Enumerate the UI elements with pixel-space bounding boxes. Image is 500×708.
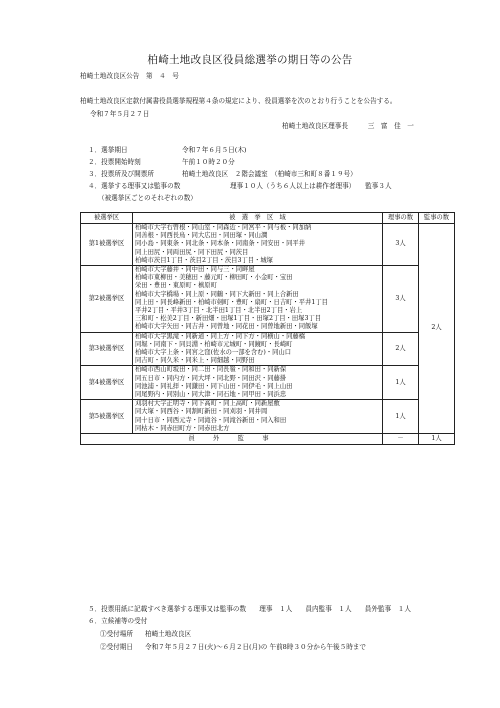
notice-title: 柏崎土地改良区役員総選挙の期日等の公告 <box>147 54 353 66</box>
auditors-count: 2人 <box>419 224 455 434</box>
area-line: 栄田・豊田・東原町・槙原町 <box>135 282 217 290</box>
table-header-row <box>81 213 455 224</box>
item-4-label: ４．選挙する理事又は監事の数 <box>88 182 181 190</box>
area-line: 同大塚・同西谷・同割町新田・同刈羽・同井岡 <box>135 408 268 416</box>
area-line: 柏崎市大字藤井・同中田・同与三・同畔屋 <box>135 266 255 274</box>
item-2-label: ２．投票開始時刻 <box>88 158 141 166</box>
area-line: 同十日市・同西元寺・同滝谷・同滝谷新田・同入和田 <box>135 416 287 424</box>
item-2-value: 午前１０時２０分 <box>182 158 235 166</box>
area-line: 同上田・同長峰新田・柏崎市剣町・豊町・扇町・日吉町・平井1丁目 <box>135 298 328 306</box>
gaikan-label: 員 外 監 事 <box>81 434 383 445</box>
directors-count: 1人 <box>383 366 419 400</box>
item-1-label: １．選挙期日 <box>88 146 128 154</box>
area-line: 同小島・同東条・同北条・同本条・同南条・同安田・同平井 <box>135 240 306 248</box>
item-6-place-label: ①受付場所 <box>100 630 133 638</box>
item-6: ６．立候補等の受付 <box>88 617 148 625</box>
area-line: 同吉町・同久米・同米上・同細越・同野田 <box>135 357 255 365</box>
area-line: 平井2丁目・平井3丁目・北半田1丁目・北半田2丁目・岩上 <box>135 307 303 315</box>
item-6-period-label: ②受付期日 <box>100 643 133 651</box>
district-areas <box>133 366 383 400</box>
header-directors: 理事の数 <box>383 213 419 224</box>
table-row <box>81 332 455 366</box>
area-line: 柏崎市大字黒滝・同新道・同上方・同下方・同横山・同藤橋 <box>135 332 306 340</box>
area-line: 柏崎市西山町坂田・同二田・同長嶺・同和田・同新保 <box>135 366 287 374</box>
header-auditors: 監事の数 <box>419 213 455 224</box>
directors-count: 3人 <box>383 266 419 333</box>
district-name: 第2被選挙区 <box>81 266 133 333</box>
directors-count: 3人 <box>383 224 419 266</box>
item-5: ５．投票用紙に記載すべき選挙する理事又は監事の数 理事 １人 員内監事 １人 員外監事 １人 <box>88 605 411 613</box>
district-areas <box>133 400 383 434</box>
area-line: 柏崎市茨目1丁目・茨目2丁目・茨目3丁目・城塚 <box>135 256 273 264</box>
table-row-gaikan <box>81 434 455 445</box>
district-areas <box>133 224 383 266</box>
item-1-value: 令和７年６月５日(木) <box>182 146 247 154</box>
area-line: 柏崎市大字上条・同宮之窪(佐水の一部を含む)・同山口 <box>135 349 292 357</box>
area-line: 刈羽村大字正明寺・同下高町・同上高町・同新屋敷 <box>135 400 280 408</box>
item-6-place: 柏崎土地改良区 <box>145 630 192 638</box>
header-area: 被 選 挙 区 域 <box>133 213 383 224</box>
area-line: 同枯木・同赤田町方・同赤田北方 <box>135 424 230 432</box>
district-name: 第1被選挙区 <box>81 224 133 266</box>
intro-text: 柏崎土地改良区定款付属書役員選挙規程第４条の規定により、役員選挙を次のとおり行うことを公告する。 <box>80 97 397 105</box>
item-3-label: ３．投票所及び開票所 <box>88 170 154 178</box>
area-line: 同池浦・同礼拝・同鎌田・同下山田・同伊毛・同上山田 <box>135 382 293 390</box>
table-row <box>81 400 455 434</box>
table-row <box>81 266 455 333</box>
header-district: 被選挙区 <box>81 213 133 224</box>
district-name: 第5被選挙区 <box>81 400 133 434</box>
signer: 柏崎土地改良区理事長 三 富 佳 一 <box>282 122 414 130</box>
area-line: 同五日市・同内方・同大坪・同北野・同田沢・同藤掛 <box>135 374 287 382</box>
area-line: 柏崎市大字橋場・同上原・同鶴・同下大新田・同上合新田 <box>135 290 299 298</box>
area-line: 柏崎市東柳田・美穂田・藤元町・柳田町・小金町・宝田 <box>135 274 293 282</box>
district-name: 第3被選挙区 <box>81 332 133 366</box>
area-line: 同尾野内・同別山・同大津・同石地・同甲田・同浜忠 <box>135 391 287 399</box>
table-row <box>81 366 455 400</box>
area-line: 柏崎市大字矢田・同吉井・同曽地・同花田・同曽地新田・同飯塚 <box>135 323 318 331</box>
table-row <box>81 224 455 266</box>
table-caption: （被選挙区ごとのそれぞれの数） <box>98 194 197 202</box>
district-table <box>80 212 455 445</box>
gaikan-auditors: 1人 <box>419 434 455 445</box>
area-line: 三和町・松美2丁目・新田畑・田塚1丁目・田塚2丁目・田塚3丁目 <box>135 315 322 323</box>
area-line: 同善根・同西長鳥・同大広田・同田塚・同山澗 <box>135 232 268 240</box>
directors-count: 2人 <box>383 332 419 366</box>
area-line: 同上田尻・同両田尻・同下田尻・同茨目 <box>135 248 249 256</box>
item-3-value: 柏崎土地改良区 ２階会議室 （柏崎市三和町８番１９号） <box>182 170 357 178</box>
gaikan-directors: － <box>383 434 419 445</box>
item-4-value: 理事１０人（うち６人以上は耕作者理事） 監事３人 <box>230 182 392 190</box>
district-name: 第4被選挙区 <box>81 366 133 400</box>
area-line: 同堀・同南下・同貝淵・柏崎市元城町・同鏡町・長崎町 <box>135 340 293 348</box>
area-line: 柏崎市大字右曽根・同山室・同森近・同宮平・同与板・同加納 <box>135 224 312 231</box>
notice-number: 柏崎土地改良区公告 第 ４ 号 <box>80 72 179 80</box>
district-areas <box>133 332 383 366</box>
district-areas <box>133 266 383 333</box>
directors-count: 1人 <box>383 400 419 434</box>
notice-date: 令和７年５月２７日 <box>90 110 150 118</box>
item-6-period: 令和７年５月２７日(火)～６月２日(月)の 午前8時３０分から午後５時まで <box>145 643 366 651</box>
